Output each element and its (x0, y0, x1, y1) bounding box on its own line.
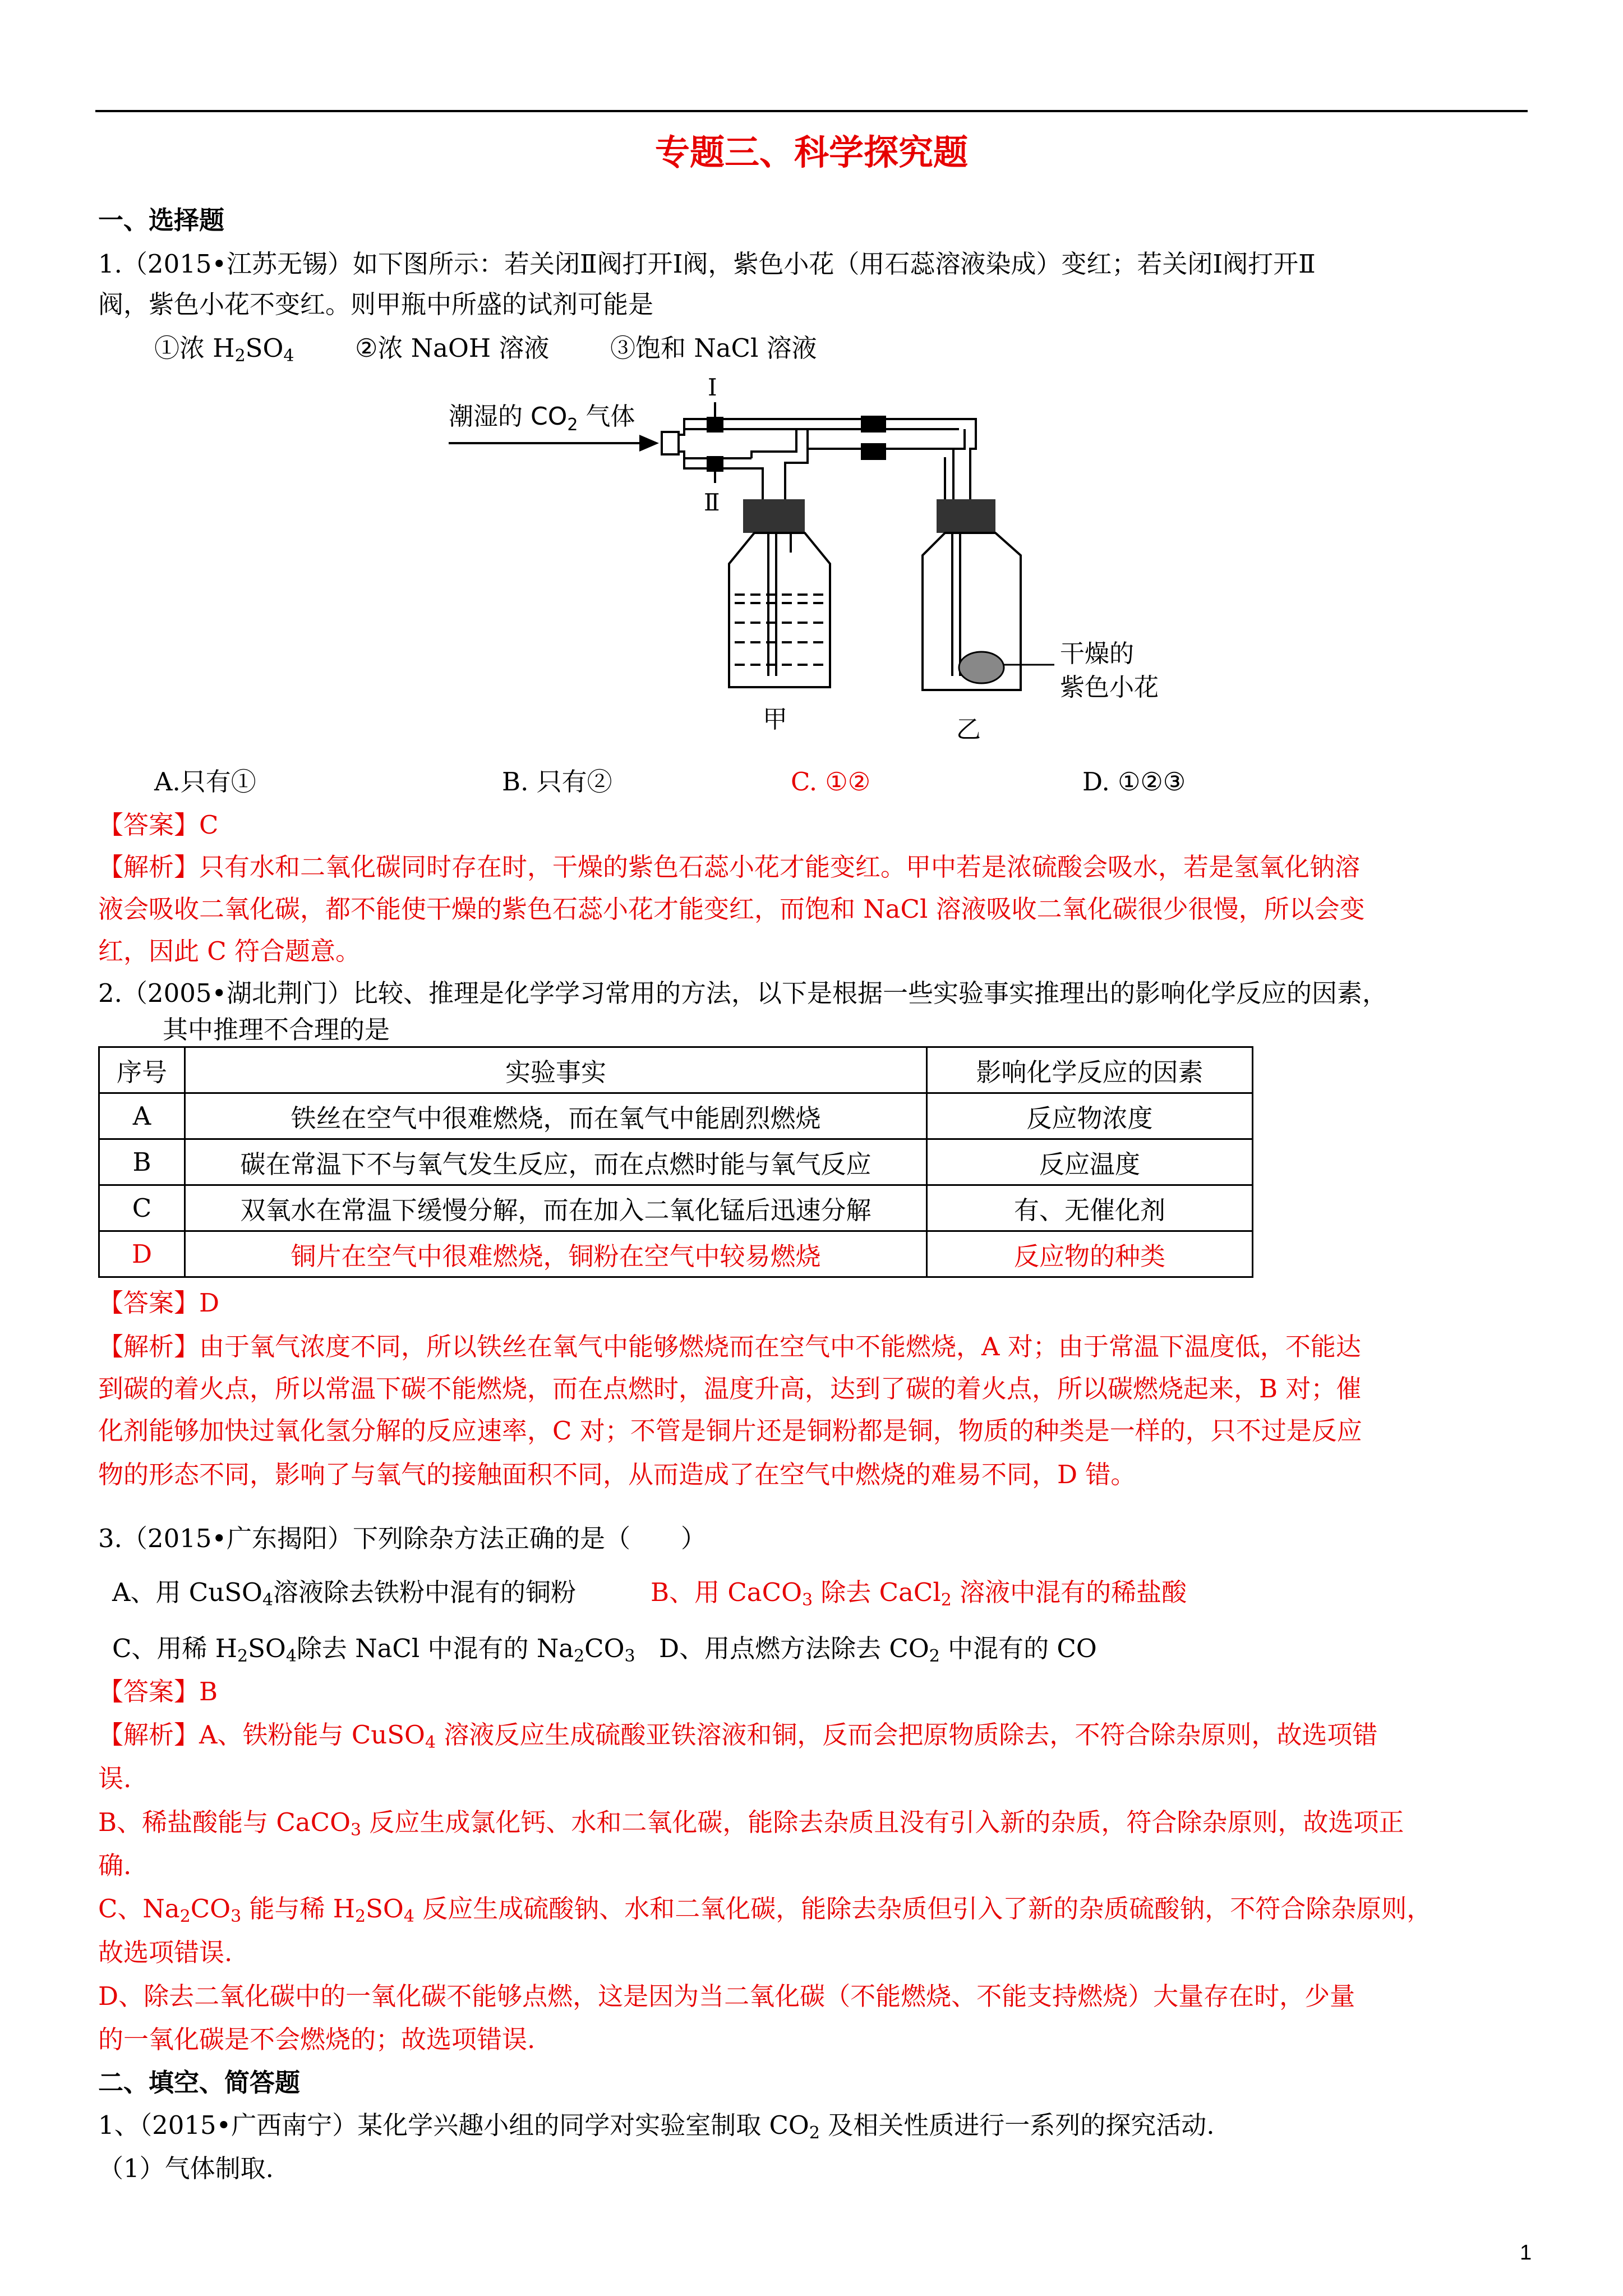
q4-part1: （1）气体制取. (98, 2154, 274, 2183)
top-rule (95, 110, 1528, 112)
page-number: 1 (1520, 2241, 1532, 2265)
flower-icon (959, 652, 1004, 683)
bottle-2-stopper (937, 499, 995, 533)
table-cell: A (99, 1093, 185, 1139)
table-header: 序号 (99, 1047, 185, 1093)
valve-2-label: Ⅱ (704, 489, 720, 516)
q1-stem-line2: 阀，紫色小花不变红。则甲瓶中所盛的试剂可能是 (98, 289, 654, 319)
table-header: 实验事实 (185, 1047, 927, 1093)
q1-apparatus-figure (437, 373, 1256, 754)
bottle-1-stopper (743, 499, 805, 533)
q2-analysis-line2: 到碳的着火点，所以常温下碳不能燃烧，而在点燃时，温度升高，达到了碳的着火点，所以碳燃烧起来，B 对；催 (98, 1374, 1362, 1404)
q1-answer: 【答案】C (98, 810, 219, 840)
q3-analysis-b-line1: B、稀盐酸能与 CaCO$_3$ 反应生成氯化钙、水和二氧化碳，能除去杂质且没有引入新的杂质，符合除杂原则，故选项正 (98, 1807, 1404, 1840)
q3-option-d: D、用点燃方法除去 $CO_2$ 中混有的 CO (659, 1634, 1097, 1666)
q2-stem-line2: 其中推理不合理的是 (163, 1015, 390, 1045)
table-cell: 铁丝在空气中很难燃烧，而在氧气中能剧烈燃烧 (185, 1093, 927, 1139)
reagent-1: ①浓 $H_2SO_4$ (154, 333, 294, 366)
q1-analysis-line1: 【解析】只有水和二氧化碳同时存在时，干燥的紫色石蕊小花才能变红。甲中若是浓硫酸会吸水，若是氢氧化钠溶 (98, 852, 1361, 882)
flower-label-line2: 紫色小花 (1060, 673, 1159, 702)
table-cell: 反应物的种类 (927, 1231, 1253, 1277)
q2-analysis-line3: 化剂能够加快过氧化氢分解的反应速率，C 对；不管是铜片还是铜粉都是铜，物质的种类是一样的，只不过是反应 (98, 1416, 1362, 1446)
bottle-1-liquid (735, 595, 824, 665)
valve-1-label: Ⅰ (708, 374, 717, 401)
section-heading-choice: 一、选择题 (98, 205, 225, 235)
q2-analysis-line1: 【解析】由于氧气浓度不同，所以铁丝在氧气中能够燃烧而在空气中不能燃烧，A 对；由于常温下温度低，不能达 (98, 1332, 1361, 1361)
q2-stem-line1: 2.（2005•湖北荆门）比较、推理是化学学习常用的方法，以下是根据一些实验事实推理出的影响化学反应的因素， (98, 978, 1388, 1008)
q3-stem: 3.（2015•广东揭阳）下列除杂方法正确的是（ ） (98, 1524, 707, 1553)
table-cell: 铜片在空气中很难燃烧，铜粉在空气中较易燃烧 (185, 1231, 927, 1277)
q3-analysis-b-line2: 确. (98, 1851, 132, 1880)
gas-label: 潮湿的 $CO_2$ 气体 (449, 402, 635, 435)
table-cell: C (99, 1185, 185, 1231)
table-row (99, 1231, 1253, 1277)
q1-stem-line1: 1.（2015•江苏无锡）如下图所示：若关闭Ⅱ阀打开Ⅰ阀，紫色小花（用石蕊溶液染成）变红；若关闭Ⅰ阀打开Ⅱ (98, 249, 1316, 279)
q2-analysis-line4: 物的形态不同，影响了与氧气的接触面积不同，从而造成了在空气中燃烧的难易不同，D 错。 (98, 1460, 1136, 1489)
q3-analysis-a-line2: 误. (98, 1764, 132, 1793)
table-header: 影响化学反应的因素 (927, 1047, 1253, 1093)
q3-analysis-c-line1: C、$Na_2CO_3$ 能与稀 $H_2SO_4$ 反应生成硫酸钠、水和二氧化碳，能除去杂质但引入了新的杂质硫酸钠，不符合除杂原则， (98, 1894, 1432, 1926)
table-cell: 碳在常温下不与氧气发生反应，而在点燃时能与氧气反应 (185, 1139, 927, 1185)
q1-analysis-line3: 红，因此 C 符合题意。 (98, 936, 361, 966)
table-cell: D (99, 1231, 185, 1277)
q3-analysis-c-line2: 故选项错误. (98, 1938, 233, 1967)
q2-table (98, 1046, 1253, 1278)
bottle-2-label: 乙 (956, 715, 981, 744)
q3-option-c: C、用稀 $H_2SO_4$除去 NaCl 中混有的 $Na_2CO_3$ (112, 1634, 635, 1666)
table-cell: B (99, 1139, 185, 1185)
reagent-2: ②浓 NaOH 溶液 (355, 333, 550, 363)
q3-analysis-a-line1: 【解析】A、铁粉能与 CuSO$_4$ 溶液反应生成硫酸亚铁溶液和铜，反而会把原物质除去，不符合除杂原则，故选项错 (98, 1720, 1378, 1752)
table-row (99, 1093, 1253, 1139)
q1-option-c: C. ①② (791, 767, 871, 797)
reagent-3: ③饱和 NaCl 溶液 (610, 333, 817, 363)
table-cell: 反应物浓度 (927, 1093, 1253, 1139)
section-heading-fill: 二、填空、简答题 (98, 2068, 301, 2097)
q3-analysis-d-line1: D、除去二氧化碳中的一氧化碳不能够点燃，这是因为当二氧化碳（不能燃烧、不能支持燃烧）大量存在时，少量 (98, 1981, 1355, 2011)
q3-option-a: A、用 CuSO$_4$溶液除去铁粉中混有的铜粉 (112, 1577, 577, 1610)
gas-arrow-head (639, 435, 659, 452)
q4-stem: 1、（2015•广西南宁）某化学兴趣小组的同学对实验室制取 $CO_2$ 及相关性质进行一系列的探究活动. (98, 2110, 1215, 2143)
table-header-row (99, 1047, 1253, 1093)
page-title: 专题三、科学探究题 (654, 132, 968, 173)
valve-2 (707, 456, 723, 472)
flower-label-line1: 干燥的 (1060, 639, 1134, 668)
bottle-1-label: 甲 (763, 705, 787, 734)
table-row (99, 1139, 1253, 1185)
table-row (99, 1185, 1253, 1231)
table-cell: 有、无催化剂 (927, 1185, 1253, 1231)
valve-1 (707, 417, 723, 432)
table-cell: 双氧水在常温下缓慢分解，而在加入二氧化锰后迅速分解 (185, 1185, 927, 1231)
q1-reagents (154, 331, 817, 366)
q3-analysis-d-line2: 的一氧化碳是不会燃烧的；故选项错误. (98, 2024, 536, 2054)
q1-option-d: D. ①②③ (1082, 767, 1186, 797)
q3-answer: 【答案】B (98, 1677, 218, 1706)
pipe-coupling-lower (861, 443, 886, 460)
q1-analysis-line2: 液会吸收二氧化碳，都不能使干燥的紫色石蕊小花才能变红，而饱和 NaCl 溶液吸收二氧化碳很少很慢，所以会变 (98, 894, 1365, 924)
pipe-coupling-upper (861, 416, 886, 432)
q3-option-b: B、用 CaCO$_3$ 除去 CaCl$_2$ 溶液中混有的稀盐酸 (651, 1577, 1187, 1610)
table-cell: 反应温度 (927, 1139, 1253, 1185)
q1-option-b: B. 只有② (502, 767, 612, 797)
q1-option-a: A.只有① (154, 767, 256, 797)
q2-answer: 【答案】D (98, 1288, 220, 1318)
